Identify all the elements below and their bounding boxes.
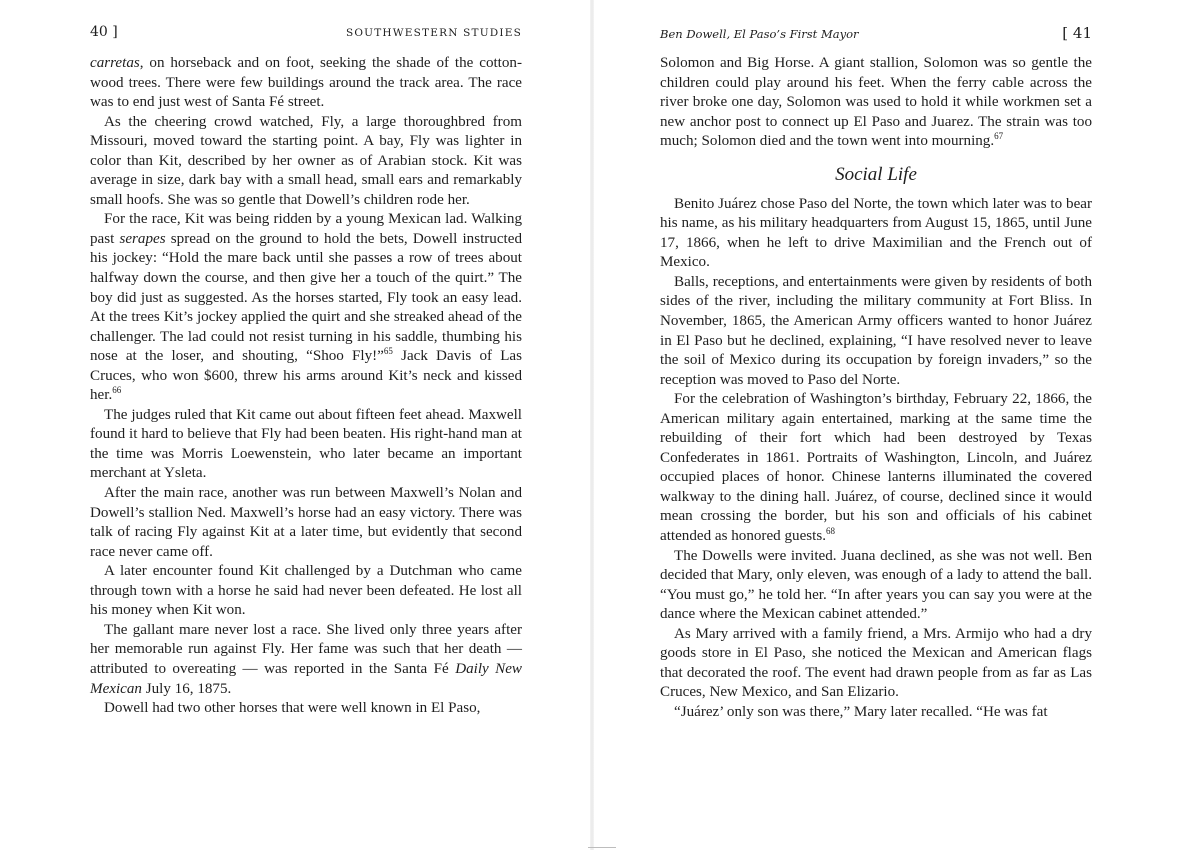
text-run: Balls, receptions, and entertainments were given by residents of both sides of the river, including the military community at Fort Bliss. In November, 1865, the American Army officers wanted to honor Juárez in El Paso but he declined, explaining, “I have resolved never to leave the soil of Mexico during its occupation by foreign invaders,” so the reception was moved to Paso del Norte. bbox=[660, 273, 1092, 388]
text-run: The gallant mare never lost a race. She lived only three years after her memorable run against Fly. Her fame was such that her death — attributed to overeating — was reported in the Santa Fé bbox=[90, 621, 522, 677]
left-page bbox=[90, 24, 522, 719]
italic-text: Daily New Mexican bbox=[90, 660, 522, 697]
text-run: As the cheering crowd watched, Fly, a large thoroughbred from Missouri, moved toward the starting point. A bay, Fly was lighter in color than Kit, described by her owner as of Arabian stock. Kit was average in size, dark bay with a small head, small ears and remarkably small hoofs. She was so gentle that Dowell’s children rode her. bbox=[90, 113, 522, 208]
paragraph bbox=[660, 195, 1092, 273]
italic-text: carretas bbox=[90, 55, 140, 71]
text-run: The judges ruled that Kit came out about fifteen feet ahead. Maxwell found it hard to believe that Fly had been beaten. His right-hand man at the time was Morris Loewenstein, who later became an important merchant at Ysleta. bbox=[90, 406, 522, 482]
text-run: Benito Juárez chose Paso del Norte, the town which later was to bear his name, as his military headquarters from August 15, 1865, until June 17, 1866, when he left to drive Maximilian and the French out of Mexico. bbox=[660, 195, 1092, 271]
paragraph bbox=[90, 54, 522, 113]
paragraph bbox=[90, 210, 522, 405]
text-run: July 16, 1875. bbox=[141, 680, 232, 697]
left-page-number: 40 ] bbox=[90, 24, 118, 40]
text-run: For the celebration of Washington’s birthday, February 22, 1866, the American military again entertained, marking at the same time the rebuilding of their fort which had been destroyed by Texas Confederates in 1861. Portraits of Washington, Lincoln, and Juárez occupied places of honor. Chinese lanterns illuminated the covered walkway to the dining hall. Juárez, of course, declined since it would mean crossing the border, but his son and officials of his cabinet attended as honored guests. bbox=[660, 391, 1092, 545]
text-run: , on horseback and on foot, seeking the shade of the cottonwood trees. There were few buildings around the track area. The race was to end just west of Santa Fé street. bbox=[90, 55, 522, 111]
section-heading: Social Life bbox=[835, 163, 917, 185]
footnote-reference: 66 bbox=[112, 385, 122, 396]
paragraph bbox=[90, 406, 522, 484]
right-body-after-heading bbox=[660, 195, 1092, 723]
text-run: The Dowells were invited. Juana declined, as she was not well. Ben decided that Mary, only eleven, was enough of a lady to attend the ball. “You must go,” he told her. “In after years you can say you were at the dance where the Mexican cabinet attended.” bbox=[660, 547, 1092, 623]
right-page bbox=[660, 24, 1092, 723]
footnote-reference: 67 bbox=[994, 131, 1004, 142]
gutter-mark bbox=[588, 847, 616, 848]
paragraph bbox=[90, 484, 522, 562]
text-run: As Mary arrived with a family friend, a Mrs. Armijo who had a dry goods store in El Paso, she noticed the Mexican and American flags that decorated the roof. The event had drawn people from as far as Las Cruces, New Mexico, and San Elizario. bbox=[660, 625, 1092, 701]
footnote-reference: 65 bbox=[383, 346, 393, 357]
right-running-head bbox=[660, 24, 1092, 46]
right-running-title: Ben Dowell, El Paso’s First Mayor bbox=[660, 27, 859, 41]
footnote-reference: 68 bbox=[826, 526, 835, 537]
paragraph bbox=[90, 113, 522, 211]
paragraph bbox=[660, 625, 1092, 703]
right-body-before-heading bbox=[660, 54, 1092, 152]
text-run: spread on the ground to hold the bets, Dowell instructed his jockey: “Hold the mare back until she passes a row of trees about halfway down the course, and then give her a touch of the quirt.” The boy did just as suggested. As the horses started, Fly took an easy lead. At the trees Kit’s jockey applied the quirt and she streaked ahead of the challenger. The lad could not resist turning in his saddle, thumbing his nose at the loser, and shouting, “Shoo Fly!” bbox=[90, 230, 522, 365]
left-page-body bbox=[90, 54, 522, 719]
text-run: After the main race, another was run between Maxwell’s Nolan and Dowell’s stallion Ned. Maxwell’s horse had an easy victory. There was talk of racing Fly against Kit at a later time, but evidently that second race never came off. bbox=[90, 485, 522, 560]
paragraph bbox=[90, 699, 522, 719]
text-run: A later encounter found Kit challenged by a Dutchman who came through town with a horse he said had never been defeated. He lost all his money when Kit won. bbox=[90, 563, 522, 619]
paragraph bbox=[660, 703, 1092, 723]
text-run: For the race, Kit was being ridden by a young Mexican lad. Walking past bbox=[90, 211, 522, 247]
text-run: Solomon and Big Horse. A giant stallion, Solomon was so gentle the children could play around his feet. When the ferry cable across the river broke one day, Solomon was used to hold it while workmen set a new anchor post to connect up El Paso and Juarez. The strain was too much; Solomon died and the town went into mourning. bbox=[660, 55, 1092, 150]
paragraph bbox=[90, 621, 522, 699]
italic-text: serapes bbox=[119, 230, 166, 247]
book-gutter bbox=[590, 0, 594, 850]
paragraph bbox=[90, 562, 522, 621]
paragraph bbox=[660, 273, 1092, 390]
paragraph bbox=[660, 547, 1092, 625]
paragraph bbox=[660, 390, 1092, 546]
text-run: “Juárez’ only son was there,” Mary later recalled. “He was fat bbox=[674, 703, 1048, 720]
paragraph bbox=[660, 54, 1092, 152]
left-running-head bbox=[90, 24, 522, 46]
text-run: Jack Davis of Las Cruces, who won $600, threw his arms around Kit’s neck and kissed her. bbox=[90, 348, 522, 404]
right-page-number: [ 41 bbox=[1062, 24, 1092, 42]
text-run: Dowell had two other horses that were well known in El Paso, bbox=[104, 700, 481, 717]
right-page-body bbox=[660, 54, 1092, 723]
left-running-title: SOUTHWESTERN STUDIES bbox=[345, 27, 522, 39]
